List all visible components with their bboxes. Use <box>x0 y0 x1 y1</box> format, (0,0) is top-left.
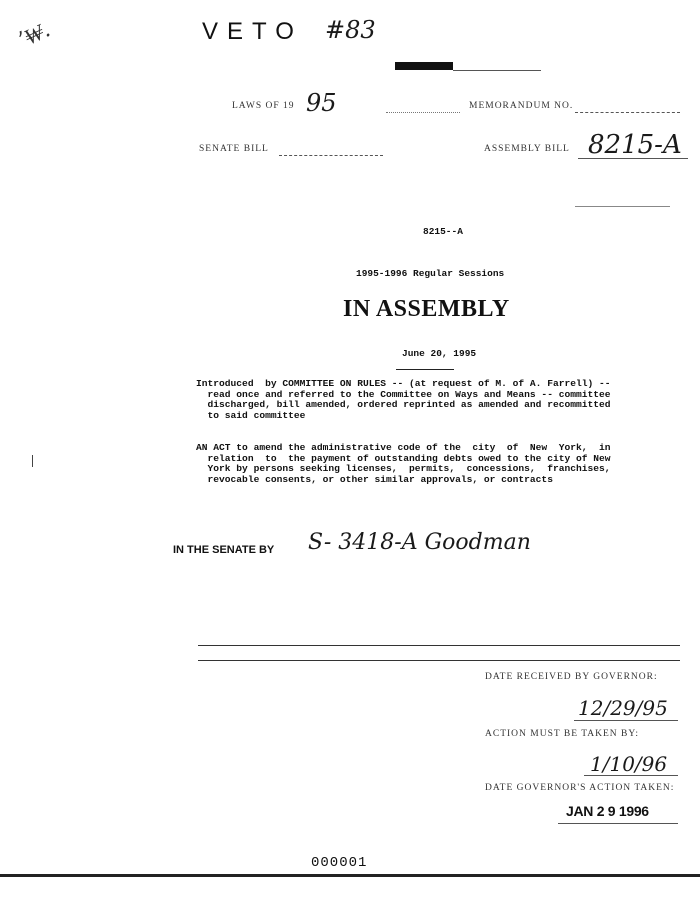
laws-year: 95 <box>306 89 337 117</box>
intro-line: read once and referred to the Committee on Ways and Means -- committee <box>196 388 611 400</box>
memorandum-label: MEMORANDUM NO. <box>469 101 574 111</box>
assembly-bill-number: 8215-A <box>588 130 682 160</box>
senate-stamp-label: IN THE SENATE BY <box>173 544 275 556</box>
intro-line: discharged, bill amended, ordered reprinted as amended and recommitted <box>196 399 611 411</box>
intro-line: to said committee <box>196 409 306 421</box>
action-taken-rule <box>558 823 678 824</box>
governor-rule-2 <box>198 660 680 661</box>
assembly-bill-label: ASSEMBLY BILL <box>484 144 570 154</box>
page-number: 000001 <box>311 855 368 871</box>
act-line: AN ACT to amend the administrative code of the city of New York, in <box>196 442 611 453</box>
introduction-paragraph <box>196 379 611 421</box>
veto-number: #83 <box>325 16 376 44</box>
act-line: relation to the payment of outstanding debts owed to the city of New <box>196 452 611 464</box>
senate-bill-rule <box>279 155 383 156</box>
governor-rule-1 <box>198 645 680 646</box>
laws-label: LAWS OF 19 <box>232 101 295 111</box>
date-received-value: 12/29/95 <box>578 696 668 720</box>
date-received-label: DATE RECEIVED BY GOVERNOR: <box>485 672 658 682</box>
senate-handwritten: S- 3418-A Goodman <box>308 530 531 555</box>
assembly-bill-rule <box>578 158 688 159</box>
action-taken-stamp: JAN 2 9 1996 <box>566 803 649 819</box>
act-line: revocable consents, or other similar approvals, or contracts <box>196 473 553 485</box>
session-line: 1995-1996 Regular Sessions <box>356 268 505 279</box>
memorandum-rule <box>575 112 680 113</box>
senate-bill-label: SENATE BILL <box>199 144 269 154</box>
date-underline <box>396 369 454 370</box>
margin-mark <box>32 455 33 467</box>
act-line: York by persons seeking licenses, permits, concessions, franchises, <box>196 463 611 475</box>
chamber-heading: IN ASSEMBLY <box>343 296 510 322</box>
veto-label: VETO <box>202 18 303 45</box>
action-by-value: 1/10/96 <box>590 752 668 776</box>
act-paragraph <box>196 443 611 485</box>
intro-line: Introduced by COMMITTEE ON RULES -- (at request of M. of A. Farrell) -- <box>196 378 611 389</box>
faint-rule <box>575 206 670 207</box>
corner-scribble: ʼ₩. <box>14 17 55 54</box>
action-by-label: ACTION MUST BE TAKEN BY: <box>485 729 639 739</box>
bill-number: 8215--A <box>423 226 463 237</box>
redaction-bar <box>395 62 453 70</box>
date-received-rule <box>574 720 678 721</box>
laws-rule <box>386 112 460 113</box>
header-rule <box>453 70 541 71</box>
bill-date: June 20, 1995 <box>402 348 477 359</box>
action-by-rule <box>584 775 678 776</box>
action-taken-label: DATE GOVERNOR'S ACTION TAKEN: <box>485 783 675 793</box>
footer-bar <box>0 874 700 877</box>
